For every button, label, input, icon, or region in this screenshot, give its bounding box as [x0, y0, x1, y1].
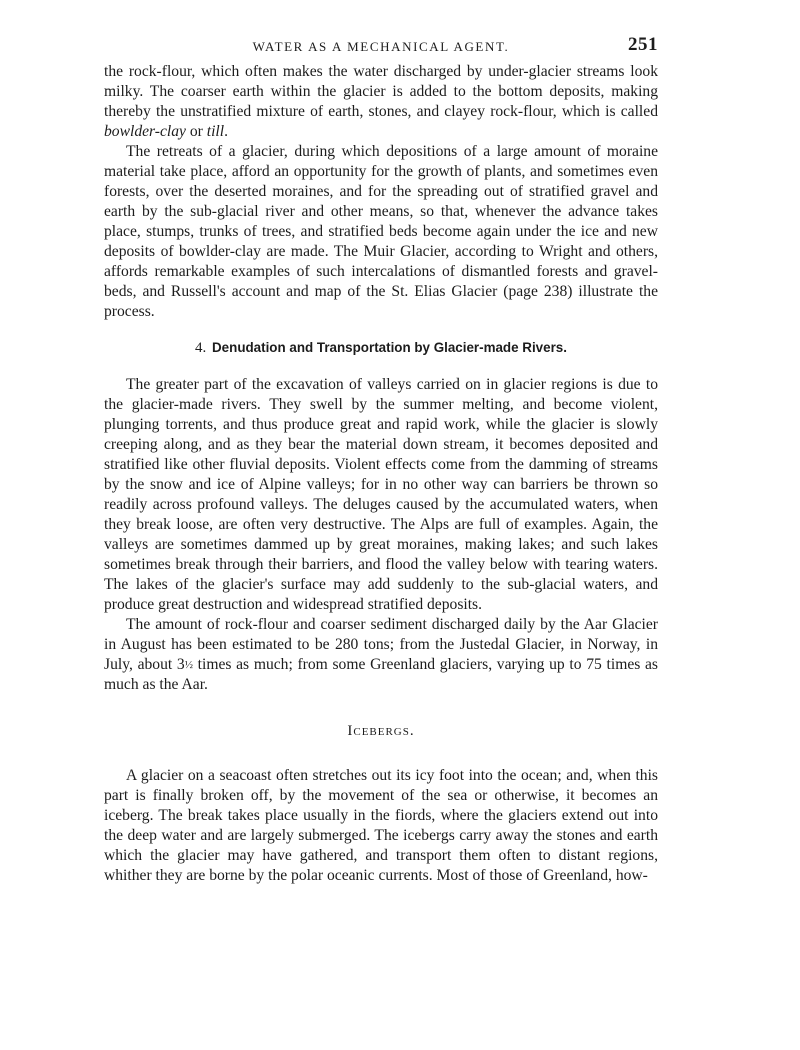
paragraph-1-text: the rock-flour, which often makes the water discharged by under-glacier streams look milky. The coarser earth within the glacier is added to the bottom deposits, making thereby the unstratified mixture of earth, stones, and clayey rock-flour, which is called	[104, 63, 658, 120]
running-head	[104, 34, 658, 62]
section-heading-denudation	[104, 339, 658, 357]
term-till: till	[206, 123, 225, 140]
section-title: Denudation and Transportation by Glacier-made Rivers.	[212, 340, 567, 355]
paragraph-continuation	[104, 62, 658, 142]
paragraph-4-text-end: times as much; from some Greenland glaciers, varying up to 75 times as much as the Aar.	[104, 656, 658, 693]
running-title: WATER AS A MECHANICAL AGENT.	[252, 39, 510, 54]
paragraph-rock-flour-amount	[104, 615, 658, 695]
paragraph-glacier-rivers: The greater part of the excavation of valleys carried on in glacier regions is due to the glacier-made rivers. They swell by the summer melting, and become violent, plunging torrents, and thus produce great and rapid work, while the glacier is slowly creeping along, and as they bear the material down stream, it becomes deposited and stratified like other fluvial deposits. Violent effects come from the damming of streams by the snow and ice of Alpine valleys; for in no other way can barriers be thrown so readily across profound valleys. The deluges caused by the accumulated waters, when they break loose, are often very destructive. The Alps are full of examples. Again, the valleys are sometimes dammed up by great moraines, making lakes; and such lakes sometimes break through their barriers, and flood the valley below with tearing waters. The lakes of the glacier's surface may add suddenly to the sub-glacial waters, and produce great destruction and widespread stratified deposits.	[104, 376, 658, 613]
paragraph-1-end: .	[224, 123, 229, 140]
paragraph-4-text: The amount of rock-flour and coarser sediment discharged daily by the Aar Glacier in August has been estimated to be 280 tons; from the Justedal Glacier, in Norway, in July, about 3	[104, 616, 658, 673]
fraction-one-half: ½	[184, 659, 193, 671]
term-bowlder-clay: bowlder-clay	[104, 123, 186, 140]
section-heading-icebergs: Icebergs.	[347, 723, 415, 739]
page-number: 251	[628, 34, 658, 55]
paragraph-1-connector: or	[185, 123, 207, 140]
section-number: 4.	[195, 340, 207, 356]
book-page	[104, 34, 658, 886]
paragraph-icebergs: A glacier on a seacoast often stretches out its icy foot into the ocean; and, when this part is finally broken off, by the movement of the sea or otherwise, it becomes an iceberg. The break takes place usually in the fiords, where the glaciers extend out into the deep water and are largely submerged. The icebergs carry away the stones and earth which the glacier may have gathered, and transport them often to distant regions, whither they are borne by the polar oceanic currents. Most of those of Greenland, how-	[104, 767, 658, 884]
paragraph-glacier-retreats: The retreats of a glacier, during which depositions of a large amount of moraine material take place, afford an opportunity for the growth of plants, and sometimes even forests, over the deserted moraines, and for the spreading out of stratified gravel and earth by the sub-glacial river and other means, so that, whenever the advance takes place, stumps, trunks of trees, and stratified beds become again under the ice and new deposits of bowlder-clay are made. The Muir Glacier, according to Wright and others, affords remarkable examples of such intercalations of dismantled forests and gravel-beds, and Russell's account and map of the St. Elias Glacier (page 238) illustrate the process.	[104, 143, 658, 320]
